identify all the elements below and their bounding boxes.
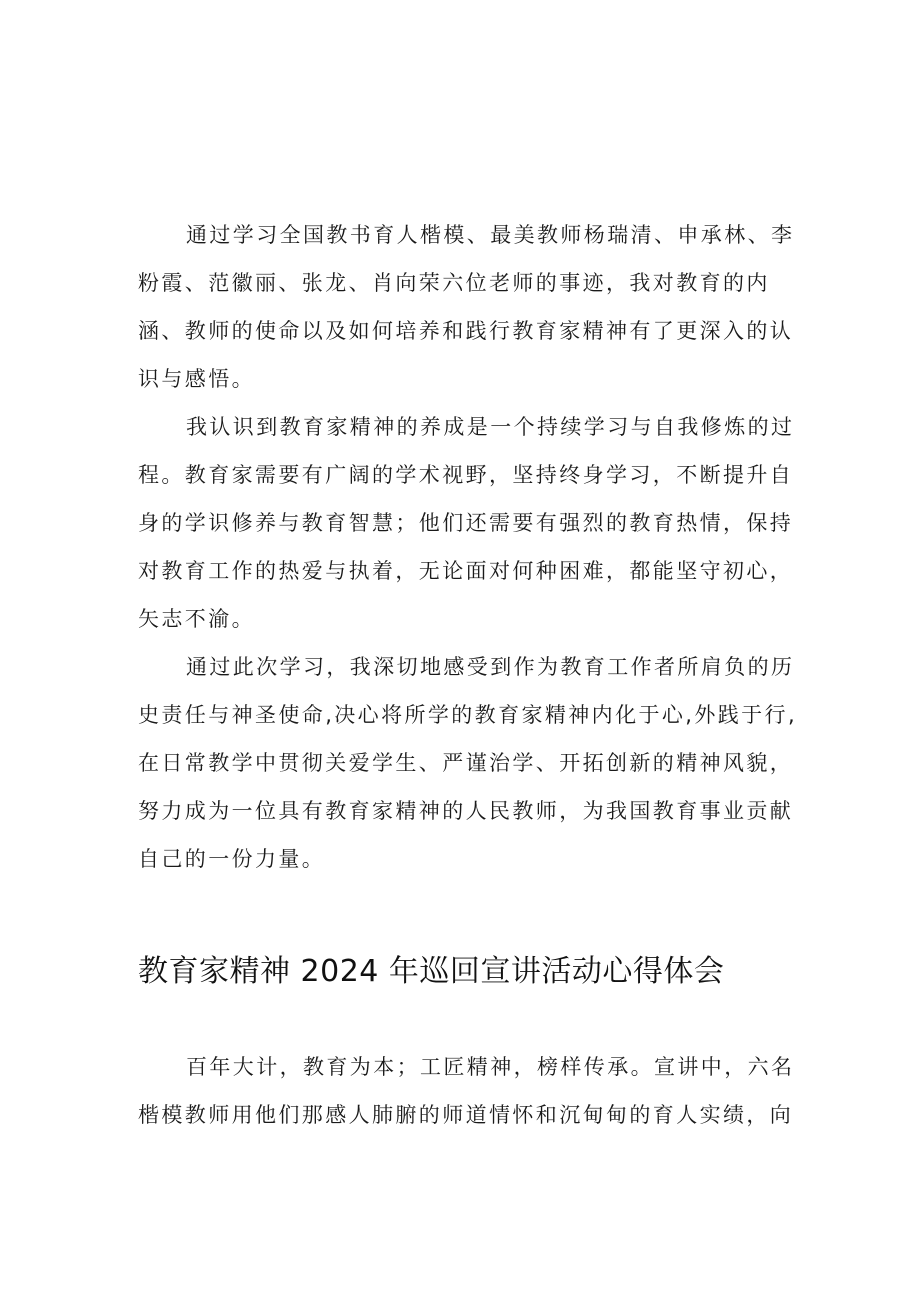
paragraph-4: 百年大计，教育为本；工匠精神，榜样传承。宣讲中，六名楷模教师用他们那感人肺腑的师道情怀和沉甸甸的育人实绩，向 bbox=[138, 1055, 795, 1127]
section-title: 教育家精神 2024 年巡回宣讲活动心得体会 bbox=[138, 954, 725, 989]
paragraph-2: 我认识到教育家精神的养成是一个持续学习与自我修炼的过程。教育家需要有广阔的学术视野，坚持终身学习，不断提升自身的学识修养与教育智慧；他们还需要有强烈的教育热情，保持对教育工作的热爱与执着，无论面对何种困难，都能坚守初心，矢志不渝。 bbox=[138, 415, 795, 631]
paragraph-3: 通过此次学习，我深切地感受到作为教育工作者所肩负的历史责任与神圣使命,决心将所学的教育家精神内化于心,外践于行,在日常教学中贯彻关爱学生、严谨治学、开拓创新的精神风貌，努力成为一位具有教育家精神的人民教师，为我国教育事业贡献自己的一份力量。 bbox=[138, 655, 798, 871]
paragraph-1: 通过学习全国教书育人楷模、最美教师杨瑞清、申承林、李粉霞、范徽丽、张龙、肖向荣六位老师的事迹，我对教育的内涵、教师的使命以及如何培养和践行教育家精神有了更深入的认识与感悟。 bbox=[138, 223, 795, 391]
